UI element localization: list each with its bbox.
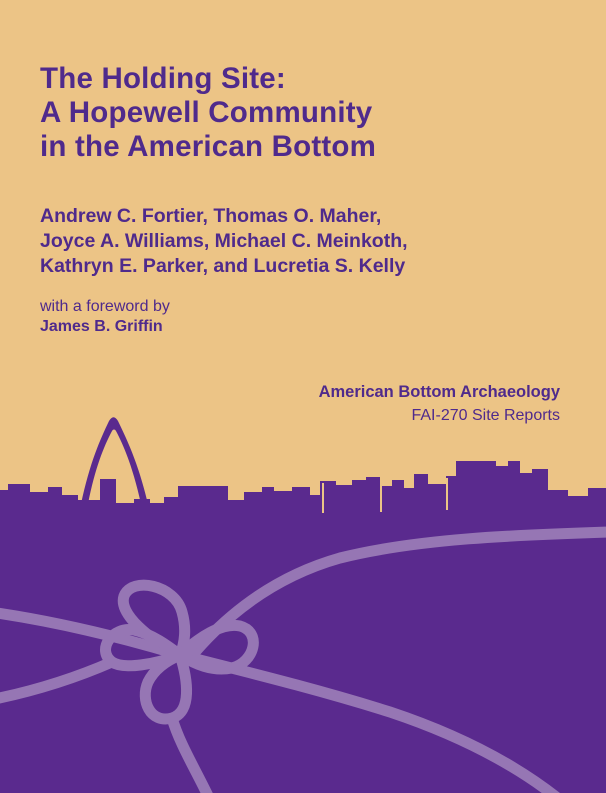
authors-line: Andrew C. Fortier, Thomas O. Maher, xyxy=(40,205,382,227)
title-line: A Hopewell Community xyxy=(40,96,373,129)
authors-line: Joyce A. Williams, Michael C. Meinkoth, xyxy=(40,230,408,252)
foreword-label: with a foreword by xyxy=(40,298,170,315)
series-block xyxy=(319,380,560,428)
series-name: American Bottom Archaeology xyxy=(318,383,560,401)
building-gap xyxy=(380,478,382,512)
building-gap xyxy=(446,478,448,510)
building-gap xyxy=(322,483,324,513)
authors-block xyxy=(40,204,408,279)
series-subtitle: FAI-270 Site Reports xyxy=(411,407,560,424)
title-line: in the American Bottom xyxy=(40,130,377,163)
foreword-author: James B. Griffin xyxy=(40,318,163,335)
title-line: The Holding Site: xyxy=(40,62,286,95)
book-title xyxy=(40,62,376,164)
authors-line: Kathryn E. Parker, and Lucretia S. Kelly xyxy=(40,255,406,277)
foreword-block xyxy=(40,297,170,337)
